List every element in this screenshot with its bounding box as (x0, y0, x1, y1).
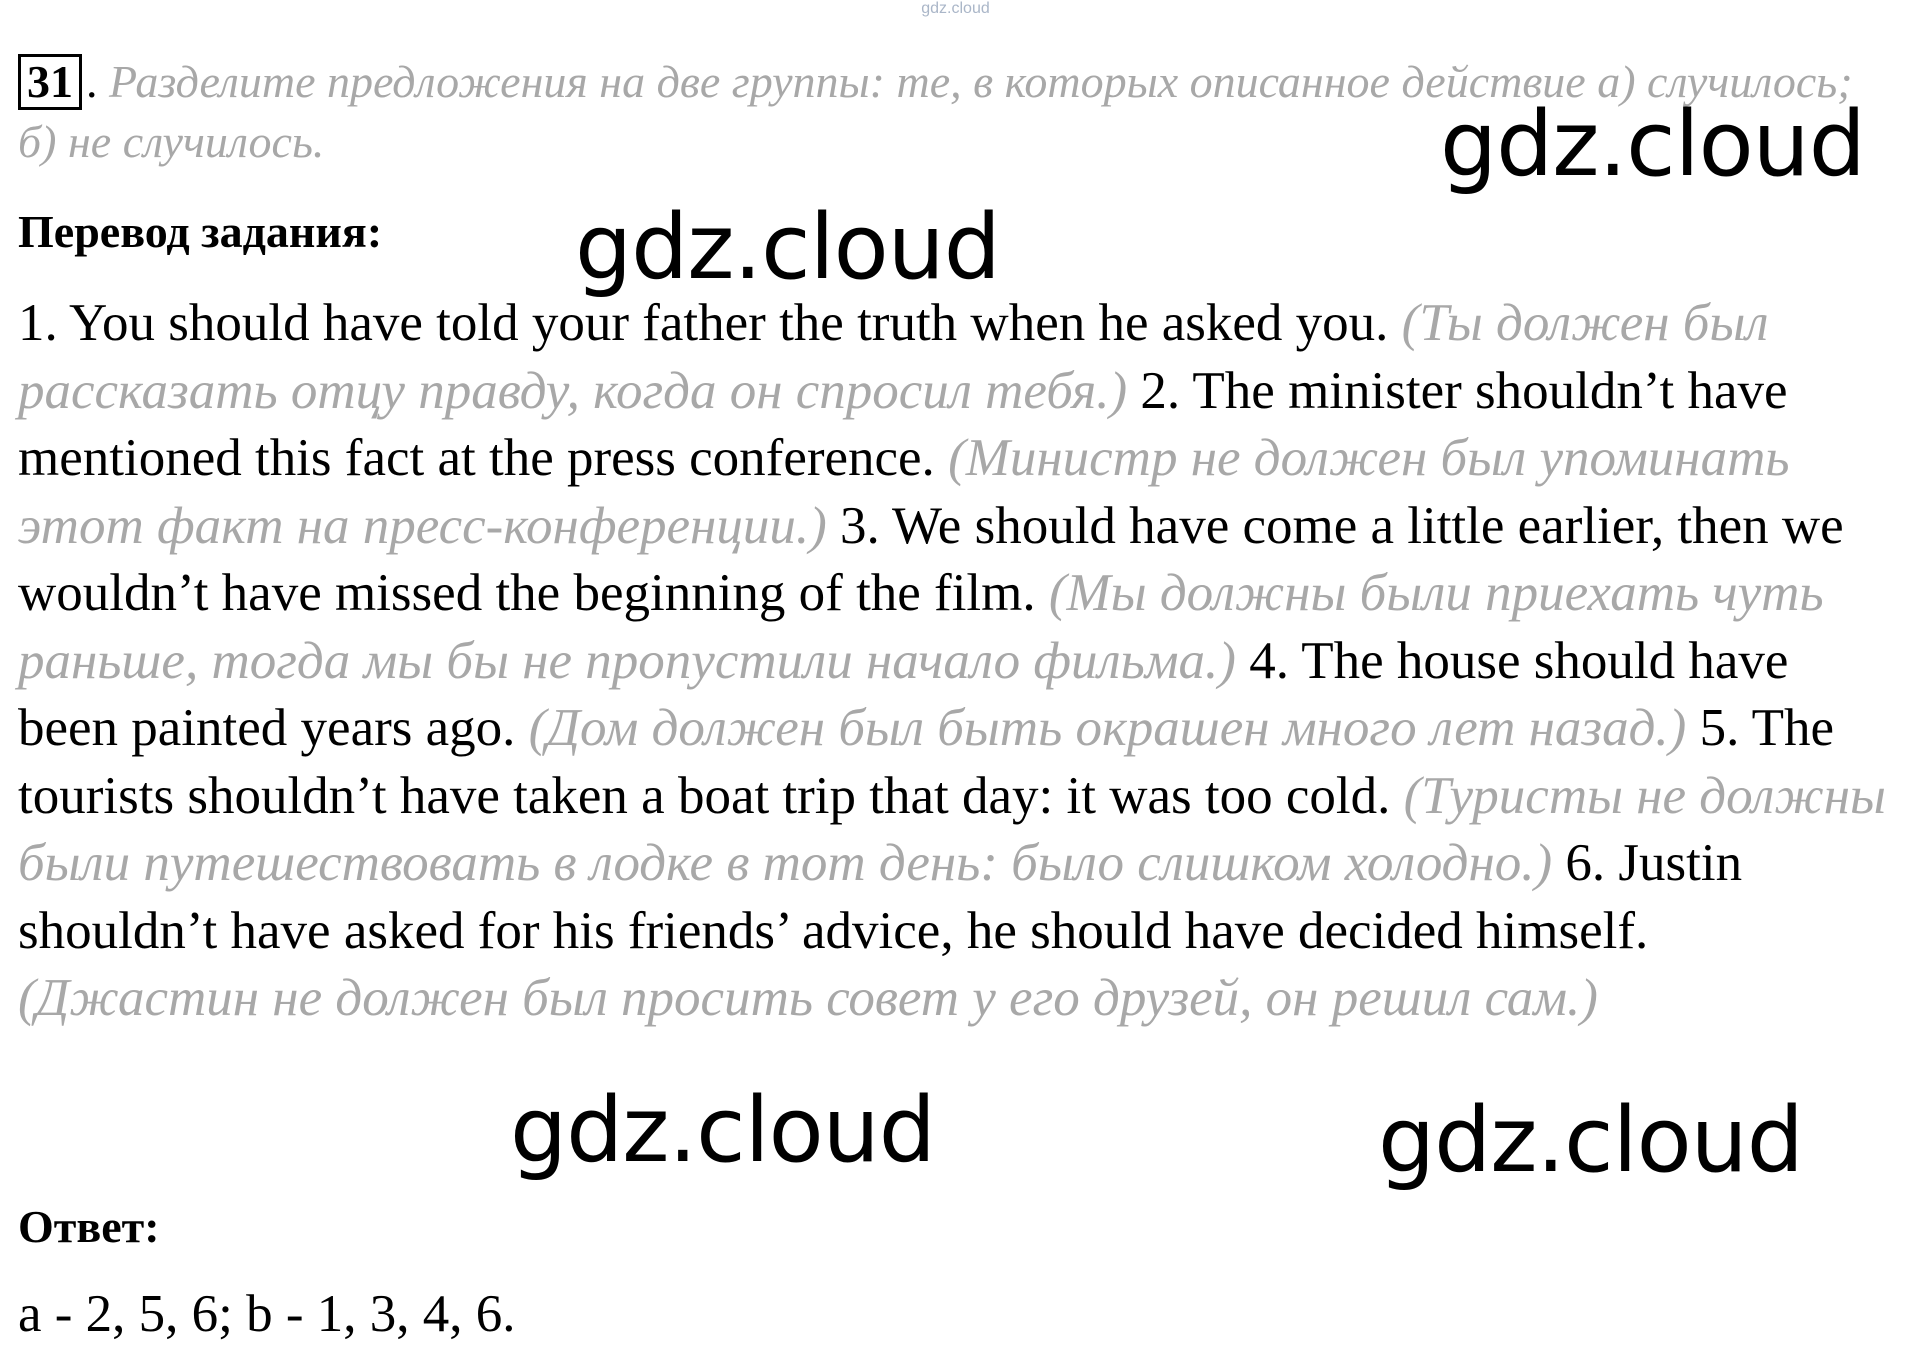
task-number-suffix: . (86, 56, 98, 107)
sentence-4-ru: (Дом должен был быть окрашен много лет назад.) (528, 699, 1700, 757)
translation-heading: Перевод задания: (18, 206, 383, 257)
sentence-6-ru: (Джастин не должен был просить совет у его друзей, он решил сам.) (18, 969, 1598, 1027)
sentence-5-ru: (Туристы не должны были путешествовать в лодке в тот день: было слишком холодно.) (18, 766, 1886, 892)
watermark-logo: gdz.cloud (1440, 92, 1865, 197)
exercise-body (18, 290, 1898, 1033)
watermark-logo: gdz.cloud (1378, 1088, 1803, 1193)
sentence-2-ru: (Министр не должен был упоминать этот факт на пресс-конференции.) (18, 429, 1790, 555)
sentence-3-ru: (Мы должны были приехать чуть раньше, тогда мы бы не пропустили начало фильма.) (18, 564, 1824, 690)
answer-text: a - 2, 5, 6; b - 1, 3, 4, 6. (18, 1285, 516, 1343)
top-watermark: gdz.cloud (921, 0, 990, 17)
answer-heading: Ответ: (18, 1201, 160, 1252)
sentence-1-en: 1. You should have told your father the truth when he asked you. (18, 294, 1402, 352)
watermark-logo: gdz.cloud (575, 195, 1000, 300)
sentence-2-en: 2. The minister shouldn’t have mentioned this fact at the press conference. (18, 361, 1788, 487)
sentence-5-en: 5. The tourists shouldn’t have taken a boat trip that day: it was too cold. (18, 699, 1835, 825)
sentence-6-en: 6. Justin shouldn’t have asked for his friends’ advice, he should have decided himself. (18, 834, 1743, 960)
task-number: 31 (18, 54, 82, 110)
watermark-logo: gdz.cloud (510, 1078, 935, 1183)
sentence-3-en: 3. We should have come a little earlier, then we wouldn’t have missed the beginning of the film. (18, 496, 1844, 622)
sentence-1-ru: (Ты должен был рассказать отцу правду, когда он спросил тебя.) (18, 294, 1769, 420)
task-instruction: Разделите предложения на две группы: те, в которых описанное действие а) случилось; б) не случилось. (18, 56, 1853, 167)
sentence-4-en: 4. The house should have been painted years ago. (18, 631, 1789, 757)
